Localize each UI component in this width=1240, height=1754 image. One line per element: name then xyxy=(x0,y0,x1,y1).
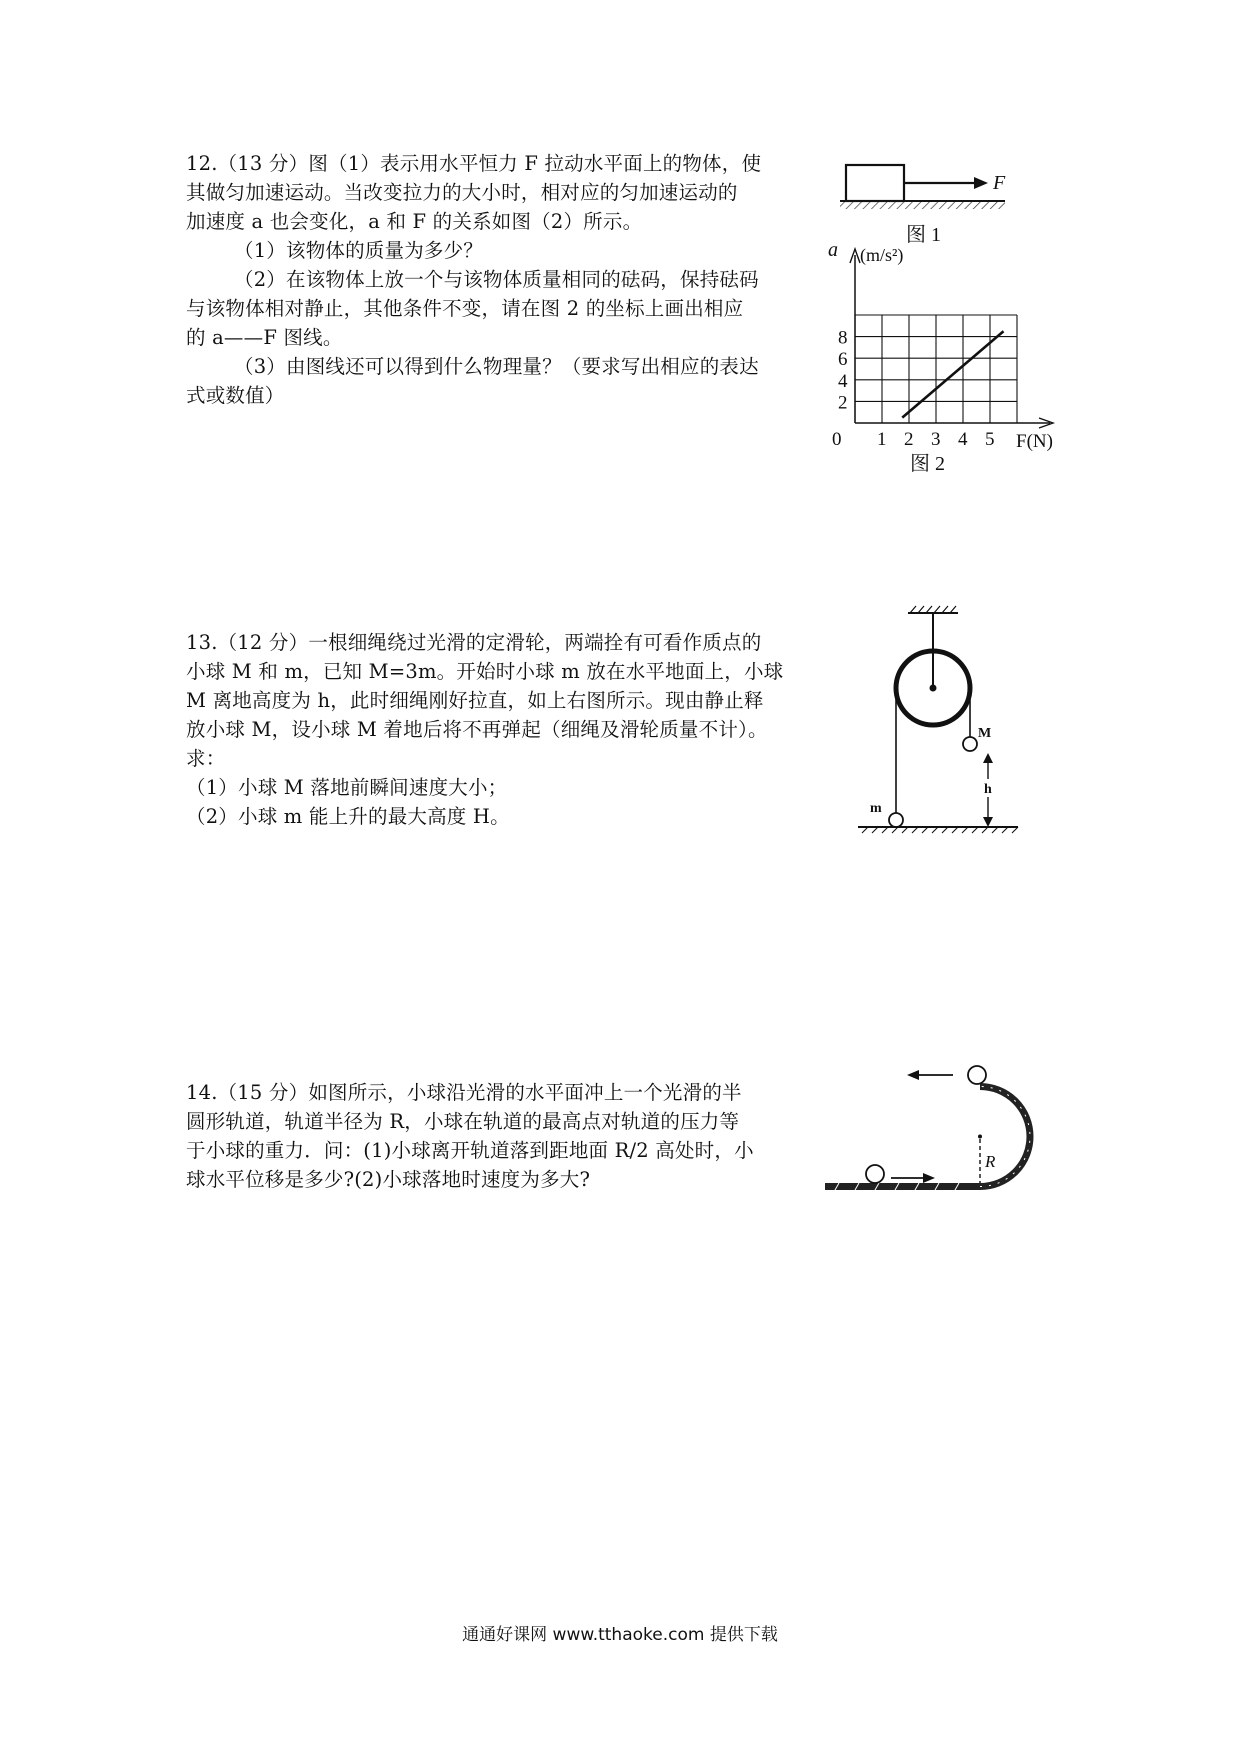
q14-line-2: 圆形轨道，轨道半径为 R，小球在轨道的最高点对轨道的压力等 xyxy=(186,1110,740,1133)
ball-big-M xyxy=(963,737,977,751)
page-footer: 通通好课网 www.tthaoke.com 提供下载 xyxy=(462,1625,778,1645)
chart-ticks xyxy=(838,328,995,450)
height-arrow-down xyxy=(983,817,993,827)
q12-sub2-line-1: （2）在该物体上放一个与该物体质量相同的砝码，保持砝码 xyxy=(234,268,759,291)
ball-top xyxy=(968,1066,986,1084)
chart-grid xyxy=(855,315,1017,423)
q12-sub3-line-2: 式或数值） xyxy=(186,384,285,407)
q12-text xyxy=(186,149,761,410)
q13-text xyxy=(186,628,783,831)
y-axis-label: a xyxy=(828,245,838,261)
x-tick-label: 5 xyxy=(985,429,995,450)
y-tick-label: 4 xyxy=(838,370,848,392)
q12-sub2-line-3: 的 a——F 图线。 xyxy=(186,326,343,349)
velocity-arrow-bottom-head xyxy=(923,1173,935,1183)
force-arrow-head xyxy=(974,177,988,189)
figure-2-caption: 图 2 xyxy=(910,453,945,475)
y-tick-label: 6 xyxy=(838,349,848,371)
x-axis-label: F(N) xyxy=(1016,431,1053,452)
q13-line-7: （2）小球 m 能上升的最大高度 H。 xyxy=(186,805,510,828)
q13-line-3: M 离地高度为 h，此时细绳刚好拉直，如上右图所示。现由静止释 xyxy=(186,689,764,712)
q13-line-6: （1）小球 M 落地前瞬间速度大小； xyxy=(186,776,508,799)
y-axis-unit: (m/s²) xyxy=(860,245,904,265)
q14-line-4: 球水平位移是多少?(2)小球落地时速度为多大? xyxy=(186,1168,591,1191)
mass-label-m: m xyxy=(870,801,882,816)
x-tick-label: 4 xyxy=(958,429,968,450)
y-tick-label: 2 xyxy=(838,392,848,414)
q13-pulley-figure xyxy=(848,603,1028,843)
x-tick-label: 2 xyxy=(904,429,914,450)
velocity-arrow-top-head xyxy=(907,1070,919,1080)
mass-label-M: M xyxy=(978,726,992,741)
series-line-a-vs-F xyxy=(902,331,1003,417)
pulley-axle xyxy=(930,685,937,692)
x-tick-label: 1 xyxy=(877,429,887,450)
q12-sub3-line-1: （3）由图线还可以得到什么物理量？（要求写出相应的表达 xyxy=(234,355,759,378)
q12-figure-2-chart xyxy=(820,245,1060,477)
q12-sub2-line-2: 与该物体相对静止，其他条件不变，请在图 2 的坐标上画出相应 xyxy=(186,297,744,320)
ground-hatch xyxy=(840,202,1005,209)
figure-1-caption: 图 1 xyxy=(906,224,941,246)
q12-sub1: （1）该物体的质量为多少？ xyxy=(234,239,484,262)
q14-track-figure xyxy=(825,1065,1065,1205)
q12-line-3: 加速度 a 也会变化，a 和 F 的关系如图（2）所示。 xyxy=(186,210,643,233)
height-arrow-up xyxy=(983,753,993,763)
track-center xyxy=(978,1135,982,1139)
force-label: F xyxy=(993,172,1006,194)
q14-line-3: 于小球的重力．问：(1)小球离开轨道落到距地面 R/2 高处时，小 xyxy=(186,1139,754,1162)
y-tick-label: 8 xyxy=(838,327,848,349)
height-label: h xyxy=(984,782,992,797)
semicircle-track xyxy=(980,1087,1030,1187)
ball-small-m xyxy=(889,813,903,827)
q12-line-2: 其做匀加速运动。当改变拉力的大小时，相对应的匀加速运动的 xyxy=(186,181,738,204)
q14-line-1: 14.（15 分）如图所示，小球沿光滑的水平面冲上一个光滑的半 xyxy=(186,1081,742,1104)
x-tick-label: 3 xyxy=(931,429,941,450)
q13-line-5: 求： xyxy=(186,747,226,770)
radius-label: R xyxy=(985,1152,996,1171)
q13-line-2: 小球 M 和 m，已知 M=3m。开始时小球 m 放在水平地面上，小球 xyxy=(186,660,784,683)
q14-text xyxy=(186,1078,754,1194)
q13-line-4: 放小球 M，设小球 M 着地后将不再弹起（细绳及滑轮质量不计）。 xyxy=(186,718,768,741)
ceiling-hatch xyxy=(910,606,956,613)
block xyxy=(846,165,904,201)
q12-figure-1 xyxy=(840,155,1020,255)
q13-line-1: 13.（12 分）一根细绳绕过光滑的定滑轮，两端拴有可看作质点的 xyxy=(186,631,762,654)
origin-label: 0 xyxy=(832,429,842,450)
chart-series xyxy=(902,331,1003,417)
ball-bottom xyxy=(866,1165,884,1183)
q12-line-1: 12.（13 分）图（1）表示用水平恒力 F 拉动水平面上的物体，使 xyxy=(186,152,762,175)
